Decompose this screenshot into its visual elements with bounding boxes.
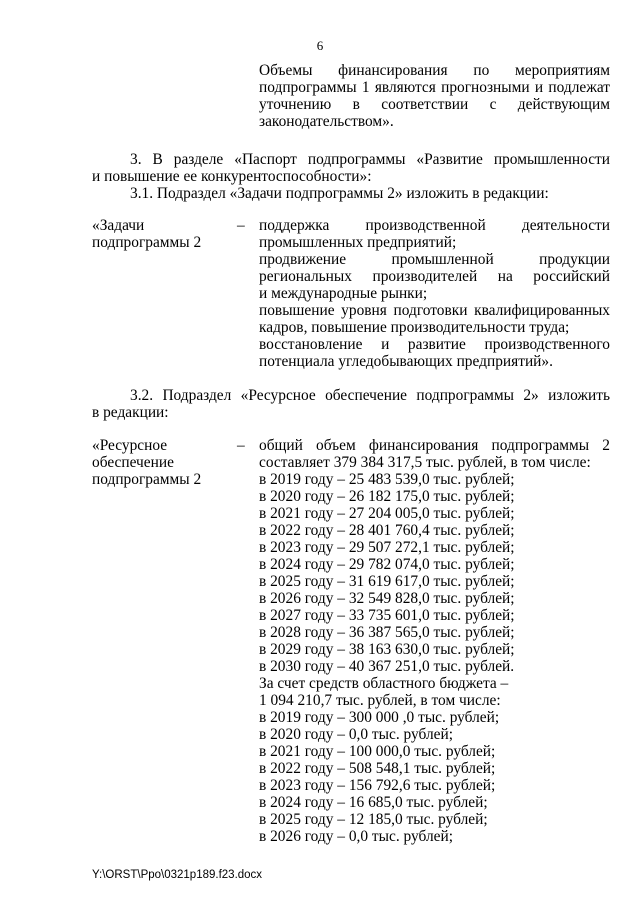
resource-line: в 2028 году – 36 387 565,0 тыс. рублей; xyxy=(259,624,515,641)
resource-line: в 2026 году – 32 549 828,0 тыс. рублей; xyxy=(259,590,515,607)
resource-line: в 2027 году – 33 735 601,0 тыс. рублей; xyxy=(259,607,515,624)
resources-dash: – xyxy=(237,437,245,454)
resources-content xyxy=(259,437,610,845)
top-paragraph xyxy=(259,62,610,130)
task-line: повышение уровня подготовки квалифицированных xyxy=(259,302,610,319)
resource-line: в 2030 году – 40 367 251,0 тыс. рублей. xyxy=(259,658,515,675)
resource-line: в 2026 году – 0,0 тыс. рублей; xyxy=(259,828,453,845)
resource-line: в 2024 году – 29 782 074,0 тыс. рублей; xyxy=(259,556,515,573)
footer-file-path: Y:\ORST\Ppo\0321p189.f23.docx xyxy=(92,869,263,881)
text-line: в редакции: xyxy=(92,404,169,421)
tasks-content xyxy=(259,217,610,370)
resource-line: в 2025 году – 12 185,0 тыс. рублей; xyxy=(259,811,488,828)
text-line: 3.2. Подраздел «Ресурсное обеспечение подпрограммы 2» изложить xyxy=(130,387,610,404)
task-line: продвижение промышленной продукции xyxy=(259,251,610,268)
section-3-1-heading xyxy=(92,185,610,202)
task-line: региональных производителей на российский xyxy=(259,268,610,285)
task-line: кадров, повышение производительности труда; xyxy=(259,319,570,336)
text-line: и повышение ее конкурентоспособности»: xyxy=(92,168,372,185)
resource-line: в 2019 году – 300 000 ,0 тыс. рублей; xyxy=(259,709,500,726)
task-line: и международные рынки; xyxy=(259,285,428,302)
resources-label xyxy=(92,437,232,488)
label-line: обеспечение xyxy=(92,454,174,471)
resource-line: 1 094 210,7 тыс. рублей, в том числе: xyxy=(259,692,501,709)
task-line: промышленных предприятий; xyxy=(259,234,457,251)
resource-line: в 2022 году – 508 548,1 тыс. рублей; xyxy=(259,760,496,777)
resource-line: в 2023 году – 29 507 272,1 тыс. рублей; xyxy=(259,539,515,556)
resource-line: в 2025 году – 31 619 617,0 тыс. рублей; xyxy=(259,573,515,590)
resource-line: За счет средств областного бюджета – xyxy=(259,675,509,692)
text-line: подпрограммы 1 являются прогнозными и подлежат xyxy=(259,79,610,96)
resource-line: в 2024 году – 16 685,0 тыс. рублей; xyxy=(259,794,488,811)
label-line: подпрограммы 2 xyxy=(92,234,202,251)
resource-line: в 2021 году – 100 000,0 тыс. рублей; xyxy=(259,743,496,760)
resource-line: общий объем финансирования подпрограммы 2 xyxy=(259,437,610,454)
resource-line: в 2022 году – 28 401 760,4 тыс. рублей; xyxy=(259,522,515,539)
resource-line: составляет 379 384 317,5 тыс. рублей, в том числе: xyxy=(259,454,591,471)
resource-line: в 2021 году – 27 204 005,0 тыс. рублей; xyxy=(259,505,515,522)
label-line: «Задачи xyxy=(92,217,145,234)
tasks-dash: – xyxy=(237,217,245,234)
resource-line: в 2023 году – 156 792,6 тыс. рублей; xyxy=(259,777,496,794)
page-number: 6 xyxy=(316,38,324,53)
resource-line: в 2020 году – 26 182 175,0 тыс. рублей; xyxy=(259,488,515,505)
section-3-2-heading xyxy=(92,387,610,421)
task-line: поддержка производственной деятельности xyxy=(259,217,610,234)
text-line: законодательством». xyxy=(259,113,394,130)
resource-line: в 2020 году – 0,0 тыс. рублей; xyxy=(259,726,453,743)
text-line: уточнению в соответствии с действующим xyxy=(259,96,610,113)
section-3-heading xyxy=(92,151,610,185)
tasks-label xyxy=(92,217,232,251)
label-line: подпрограммы 2 xyxy=(92,471,202,488)
label-line: «Ресурсное xyxy=(92,437,168,454)
text-line: Объемы финансирования по мероприятиям xyxy=(259,62,610,79)
resource-line: в 2019 году – 25 483 539,0 тыс. рублей; xyxy=(259,471,515,488)
task-line: восстановление и развитие производственного xyxy=(259,336,610,353)
resource-line: в 2029 году – 38 163 630,0 тыс. рублей; xyxy=(259,641,515,658)
task-line: потенциала угледобывающих предприятий». xyxy=(259,353,553,370)
text-line: 3. В разделе «Паспорт подпрограммы «Развитие промышленности xyxy=(130,151,610,168)
text-line: 3.1. Подраздел «Задачи подпрограммы 2» изложить в редакции: xyxy=(130,185,549,202)
